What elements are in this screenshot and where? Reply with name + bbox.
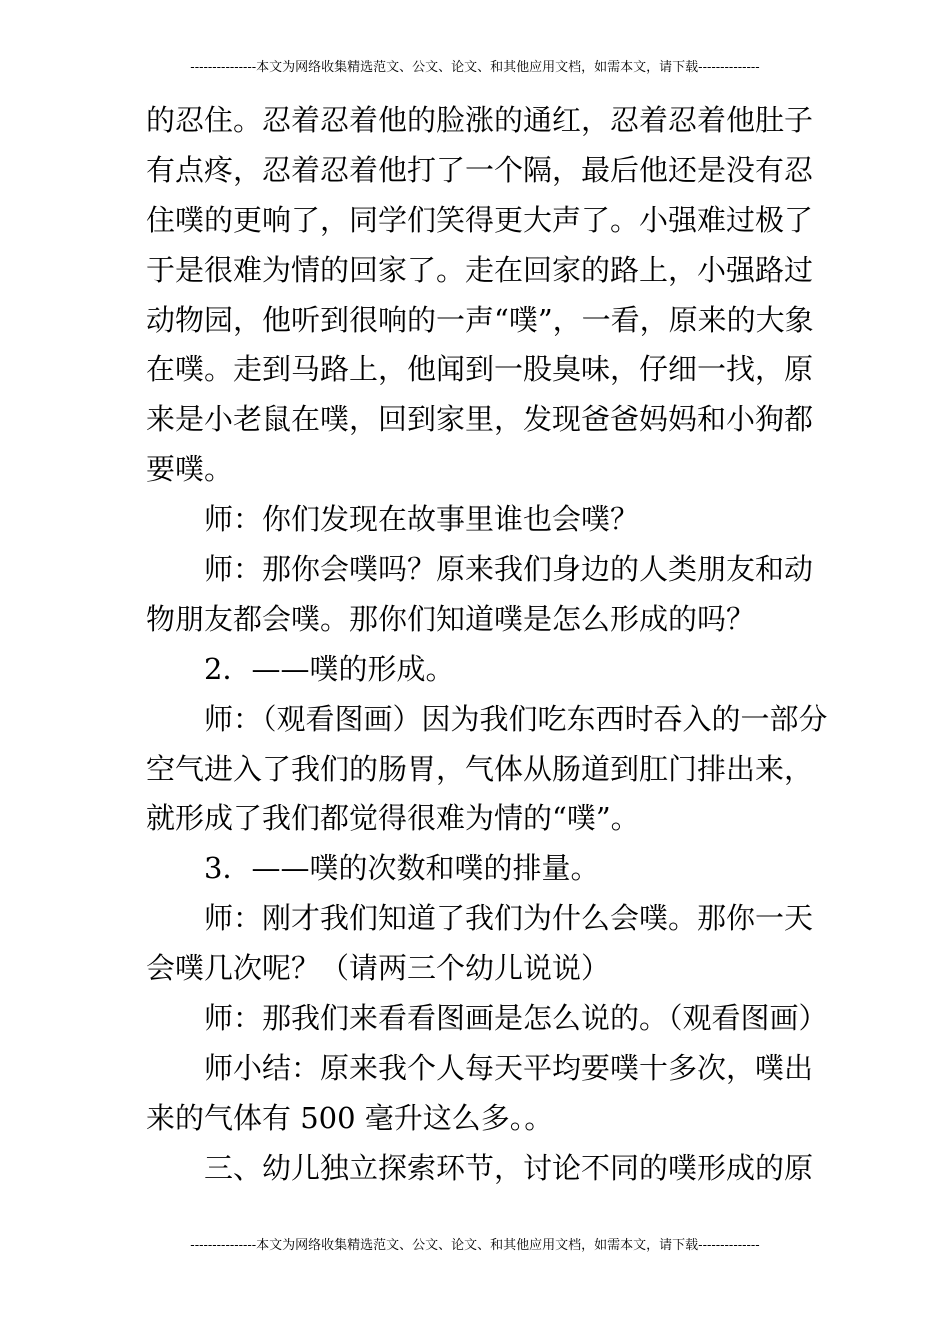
text-line: 师：那我们来看看图画是怎么说的。（观看图画） [204, 1001, 828, 1036]
page-footer: ---------------本文为网络收集精选范文、公文、论文、和其他应用文档，如需本文，请下载-------------- [190, 1238, 760, 1253]
text-line: 就形成了我们都觉得很难为情的“噗”。 [146, 801, 640, 836]
text-line: 有点疼，忍着忍着他打了一个隔，最后他还是没有忍 [146, 152, 814, 187]
text-line: 空气进入了我们的肠胃，气体从肠道到肛门排出来， [146, 751, 814, 786]
text-line: 的忍住。忍着忍着他的脸涨的通红，忍着忍着他肚子 [146, 103, 814, 137]
page-header: ---------------本文为网络收集精选范文、公文、论文、和其他应用文档，如需本文，请下载-------------- [190, 60, 760, 75]
section-heading: 三、幼儿独立探索环节，讨论不同的噗形成的原 [204, 1150, 814, 1185]
text-line: 物朋友都会噗。那你们知道噗是怎么形成的吗？ [146, 601, 756, 636]
text-line: 会噗几次呢？（请两三个幼儿说说） [146, 951, 611, 986]
text-line: 师：（观看图画）因为我们吃东西时吞入的一部分 [204, 701, 828, 736]
section-heading: 2．——噗的形成。 [204, 651, 455, 686]
text-line: 住噗的更响了，同学们笑得更大声了。小强难过极了 [146, 202, 814, 237]
text-line: 于是很难为情的回家了。走在回家的路上，小强路过 [146, 252, 814, 287]
text-line: 师小结：原来我个人每天平均要噗十多次，噗出 [204, 1050, 814, 1085]
text-line: 动物园，他听到很响的一声“噗”，一看，原来的大象 [146, 302, 814, 337]
text-line: 来是小老鼠在噗，回到家里，发现爸爸妈妈和小狗都 [146, 402, 814, 437]
body-text [146, 96, 828, 1194]
text-line: 师：那你会噗吗？原来我们身边的人类朋友和动 [204, 552, 814, 587]
text-line: 要噗。 [146, 452, 234, 487]
text-line: 师：你们发现在故事里谁也会噗？ [204, 502, 640, 537]
text-line: 在噗。走到马路上，他闻到一股臭味，仔细一找，原 [146, 352, 814, 387]
section-heading: 3．——噗的次数和噗的排量。 [204, 851, 600, 886]
text-line: 来的气体有 500 毫升这么多。。 [146, 1100, 554, 1135]
text-line: 师：刚才我们知道了我们为什么会噗。那你一天 [204, 901, 814, 936]
